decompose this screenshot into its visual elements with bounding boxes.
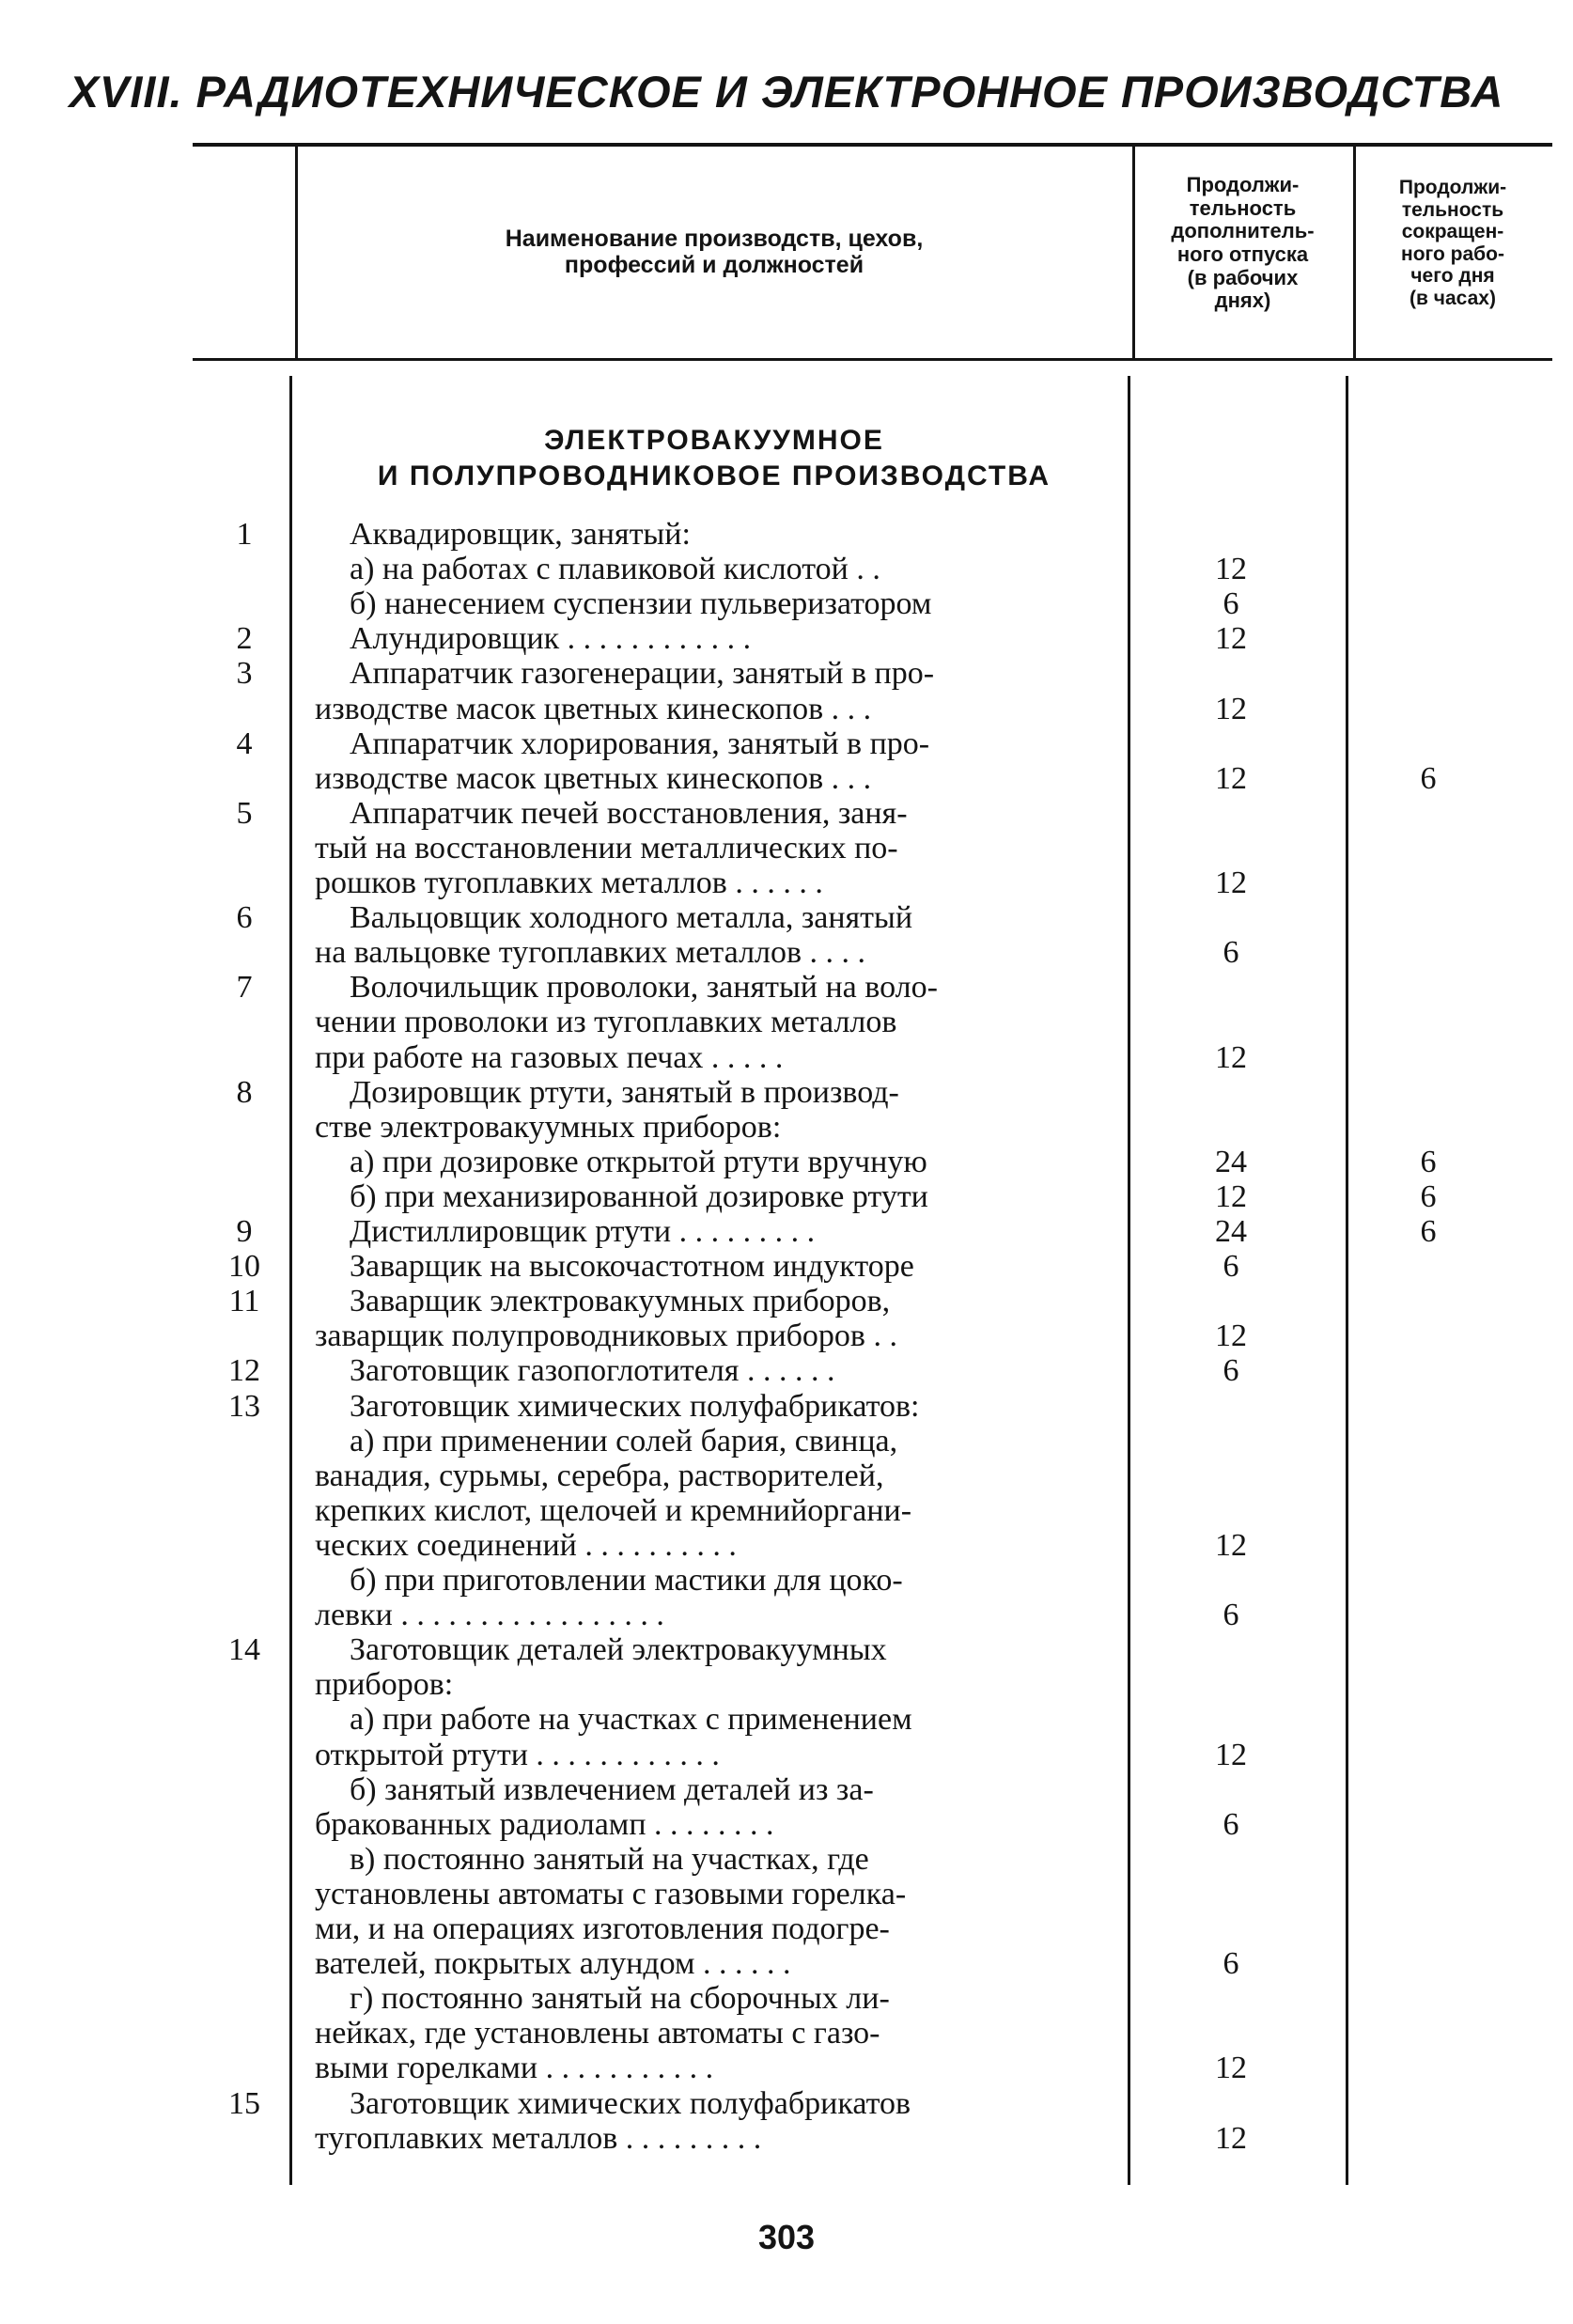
table-row xyxy=(0,1877,1573,1911)
header-col2-line: тельность xyxy=(1401,198,1504,221)
table-row xyxy=(0,1632,1573,1667)
row-text: ми, и на операциях изготовления подогре- xyxy=(315,1911,890,1946)
row-text: нейках, где установлены автоматы с газо- xyxy=(315,2016,880,2051)
table-row xyxy=(0,900,1573,935)
vacation-days-value: 12 xyxy=(1215,621,1247,657)
table-row xyxy=(0,1946,1573,1981)
table-row xyxy=(0,1145,1573,1179)
table-row xyxy=(0,831,1573,866)
row-text: Заготовщик деталей электровакуумных xyxy=(350,1632,887,1668)
table-row xyxy=(0,1772,1573,1807)
table-row xyxy=(0,656,1573,691)
row-number: 8 xyxy=(236,1074,253,1110)
table-row xyxy=(0,1424,1573,1458)
row-text: вателей, покрытых алундом . . . . . . xyxy=(315,1946,791,1982)
row-text: Волочильщик проволоки, занятый на воло- xyxy=(350,970,938,1006)
table-row xyxy=(0,2051,1573,2085)
table-row xyxy=(0,621,1573,656)
vacation-days-value: 6 xyxy=(1223,586,1239,622)
section-heading-line: ЭЛЕКТРОВАКУУМНОЕ xyxy=(544,425,884,456)
vacation-days-value: 12 xyxy=(1215,552,1247,587)
row-text: б) нанесением суспензии пульверизатором xyxy=(350,586,932,622)
vacation-days-value: 6 xyxy=(1223,1353,1239,1389)
table-row xyxy=(0,1807,1573,1842)
header-name-line: Наименование производств, цехов, xyxy=(505,226,924,252)
row-text: а) на работах с плавиковой кислотой . . xyxy=(350,552,880,587)
header-divider-right xyxy=(1353,147,1356,358)
row-text: в) постоянно занятый на участках, где xyxy=(350,1841,869,1877)
row-number: 14 xyxy=(228,1632,260,1668)
vacation-days-value: 12 xyxy=(1215,760,1247,796)
row-text: Аквадировщик, занятый: xyxy=(350,517,691,552)
header-vacation-column xyxy=(1132,174,1353,313)
row-text: Алундировщик . . . . . . . . . . . . xyxy=(350,621,752,657)
row-text: Дозировщик ртути, занятый в производ- xyxy=(350,1074,899,1110)
table-row xyxy=(0,1214,1573,1249)
table-row xyxy=(0,2121,1573,2156)
table-row xyxy=(0,1318,1573,1353)
table-row xyxy=(0,1667,1573,1702)
vacation-days-value: 12 xyxy=(1215,1178,1247,1214)
row-text: Заварщик электровакуумных приборов, xyxy=(350,1284,891,1319)
table-row xyxy=(0,1110,1573,1145)
row-number: 5 xyxy=(236,795,253,831)
header-col2-line: чего дня xyxy=(1410,265,1495,288)
row-number: 11 xyxy=(228,1284,260,1319)
table-row xyxy=(0,1981,1573,2016)
header-col1-line: днях) xyxy=(1214,289,1271,313)
row-text: Аппаратчик печей восстановления, заня- xyxy=(350,795,908,831)
row-text: изводстве масок цветных кинескопов . . . xyxy=(315,691,872,726)
row-text: бракованных радиоламп . . . . . . . . xyxy=(315,1806,774,1842)
table-row xyxy=(0,1563,1573,1598)
vacation-days-value: 12 xyxy=(1215,2051,1247,2086)
row-text: тый на восстановлении металлических по- xyxy=(315,830,898,866)
table-row xyxy=(0,1075,1573,1110)
table-row xyxy=(0,1458,1573,1493)
vacation-days-value: 24 xyxy=(1215,1144,1247,1179)
page-number: 303 xyxy=(757,2218,816,2256)
table-row xyxy=(0,796,1573,831)
table-row xyxy=(0,1911,1573,1946)
vacation-days-value: 12 xyxy=(1215,1737,1247,1772)
workday-hours-value: 6 xyxy=(1420,1144,1437,1179)
header-bottom-rule xyxy=(193,358,1552,361)
row-text: а) при применении солей бария, свинца, xyxy=(350,1423,898,1458)
row-text: установлены автоматы с газовыми горелка- xyxy=(315,1876,907,1911)
row-text: Аппаратчик хлорирования, занятый в про- xyxy=(350,725,930,761)
vacation-days-value: 12 xyxy=(1215,866,1247,900)
row-text: ческих соединений . . . . . . . . . . xyxy=(315,1527,737,1563)
table-row xyxy=(0,1598,1573,1632)
header-col1-line: (в рабочих xyxy=(1187,265,1299,289)
row-text: открытой ртути . . . . . . . . . . . . xyxy=(315,1737,720,1772)
header-col1-line: ного отпуска xyxy=(1176,242,1309,266)
header-workday-column xyxy=(1359,177,1547,309)
row-number: 13 xyxy=(228,1388,260,1424)
row-text: Аппаратчик газогенерации, занятый в про- xyxy=(350,656,935,692)
header-col1-line: Продолжи- xyxy=(1186,173,1300,196)
table-row xyxy=(0,1353,1573,1388)
row-number: 6 xyxy=(236,900,253,936)
row-number: 9 xyxy=(236,1214,253,1249)
row-number: 3 xyxy=(236,656,253,692)
row-text: стве электровакуумных приборов: xyxy=(315,1109,782,1145)
vacation-days-value: 12 xyxy=(1215,1039,1247,1075)
row-text: а) при работе на участках с применением xyxy=(350,1702,912,1738)
row-number: 7 xyxy=(236,970,253,1006)
table-row xyxy=(0,517,1573,552)
vacation-days-value: 12 xyxy=(1215,2120,1247,2156)
workday-hours-value: 6 xyxy=(1420,760,1437,796)
vacation-days-value: 6 xyxy=(1223,1806,1239,1842)
row-text: при работе на газовых печах . . . . . xyxy=(315,1039,784,1075)
row-text: б) при механизированной дозировке ртути xyxy=(350,1178,928,1214)
table-row xyxy=(0,1249,1573,1284)
table-row xyxy=(0,1842,1573,1877)
row-text: на вальцовке тугоплавких металлов . . . . xyxy=(315,935,866,971)
row-number: 1 xyxy=(236,517,253,552)
row-text: изводстве масок цветных кинескопов . . . xyxy=(315,760,872,796)
row-text: рошков тугоплавких металлов . . . . . . xyxy=(315,866,823,900)
row-text: Вальцовщик холодного металла, занятый xyxy=(350,900,913,936)
header-col2-line: Продолжи- xyxy=(1398,177,1507,198)
row-number: 10 xyxy=(228,1249,260,1285)
row-text: приборов: xyxy=(315,1667,454,1703)
table-row xyxy=(0,1040,1573,1075)
table-row xyxy=(0,726,1573,761)
vacation-days-value: 12 xyxy=(1215,691,1247,726)
row-text: тугоплавких металлов . . . . . . . . . xyxy=(315,2120,762,2156)
table-row xyxy=(0,1284,1573,1318)
row-text: Заготовщик химических полуфабрикатов xyxy=(350,2085,911,2121)
table-row xyxy=(0,2016,1573,2051)
header-name-line: профессий и должностей xyxy=(564,252,864,278)
row-text: Заготовщик газопоглотителя . . . . . . xyxy=(350,1353,835,1389)
vacation-days-value: 12 xyxy=(1215,1318,1247,1354)
row-number: 12 xyxy=(228,1353,260,1389)
header-col1-line: дополнитель- xyxy=(1171,219,1315,243)
workday-hours-value: 6 xyxy=(1420,1214,1437,1249)
vacation-days-value: 6 xyxy=(1223,1249,1239,1285)
row-text: выми горелками . . . . . . . . . . . xyxy=(315,2051,714,2086)
row-number: 4 xyxy=(236,725,253,761)
header-col2-line: ного рабо- xyxy=(1401,242,1504,265)
table-row xyxy=(0,1528,1573,1563)
table-row xyxy=(0,761,1573,796)
page-title: XVIII. РАДИОТЕХНИЧЕСКОЕ И ЭЛЕКТРОННОЕ ПРОИЗВОДСТВА xyxy=(69,67,1504,117)
row-number: 15 xyxy=(228,2085,260,2121)
table-row xyxy=(0,692,1573,726)
row-text: крепких кислот, щелочей и кремнийоргани- xyxy=(315,1492,912,1528)
vacation-days-value: 6 xyxy=(1223,1946,1239,1982)
row-text: Дистиллировщик ртути . . . . . . . . . xyxy=(350,1214,816,1249)
vacation-days-value: 12 xyxy=(1215,1527,1247,1563)
table-row xyxy=(0,1389,1573,1424)
row-text: левки . . . . . . . . . . . . . . . . . xyxy=(315,1598,664,1633)
row-text: Заварщик на высокочастотном индукторе xyxy=(350,1249,914,1285)
row-text: б) занятый извлечением деталей из за- xyxy=(350,1771,874,1807)
row-text: а) при дозировке открытой ртути вручную xyxy=(350,1144,927,1179)
header-top-rule xyxy=(193,143,1552,147)
table-row xyxy=(0,1179,1573,1214)
row-text: Заготовщик химических полуфабрикатов: xyxy=(350,1388,920,1424)
table-row xyxy=(0,586,1573,621)
header-divider-left xyxy=(295,147,298,358)
row-text: г) постоянно занятый на сборочных ли- xyxy=(350,1981,890,2017)
workday-hours-value: 6 xyxy=(1420,1178,1437,1214)
table-row xyxy=(0,970,1573,1005)
table-row xyxy=(0,552,1573,586)
table-row xyxy=(0,1005,1573,1039)
row-text: заварщик полупроводниковых приборов . . xyxy=(315,1318,897,1354)
row-text: чении проволоки из тугоплавких металлов xyxy=(315,1005,897,1040)
header-col1-line: тельность xyxy=(1189,195,1297,220)
header-name-column xyxy=(301,226,1128,278)
header-col2-line: (в часах) xyxy=(1409,287,1496,309)
table-row xyxy=(0,1738,1573,1772)
vacation-days-value: 24 xyxy=(1215,1214,1247,1249)
header-col2-line: сокращен- xyxy=(1401,221,1504,243)
table-row xyxy=(0,866,1573,900)
table-row xyxy=(0,2086,1573,2121)
vacation-days-value: 6 xyxy=(1223,1598,1239,1633)
table-row xyxy=(0,935,1573,970)
section-heading-line: И ПОЛУПРОВОДНИКОВОЕ ПРОИЗВОДСТВА xyxy=(377,460,1051,491)
row-text: ванадия, сурьмы, серебра, растворителей, xyxy=(315,1458,884,1493)
row-number: 2 xyxy=(236,621,253,657)
vacation-days-value: 6 xyxy=(1223,935,1239,971)
table-row xyxy=(0,1493,1573,1528)
table-row xyxy=(0,1702,1573,1737)
row-text: б) при приготовлении мастики для цоко- xyxy=(350,1563,903,1598)
